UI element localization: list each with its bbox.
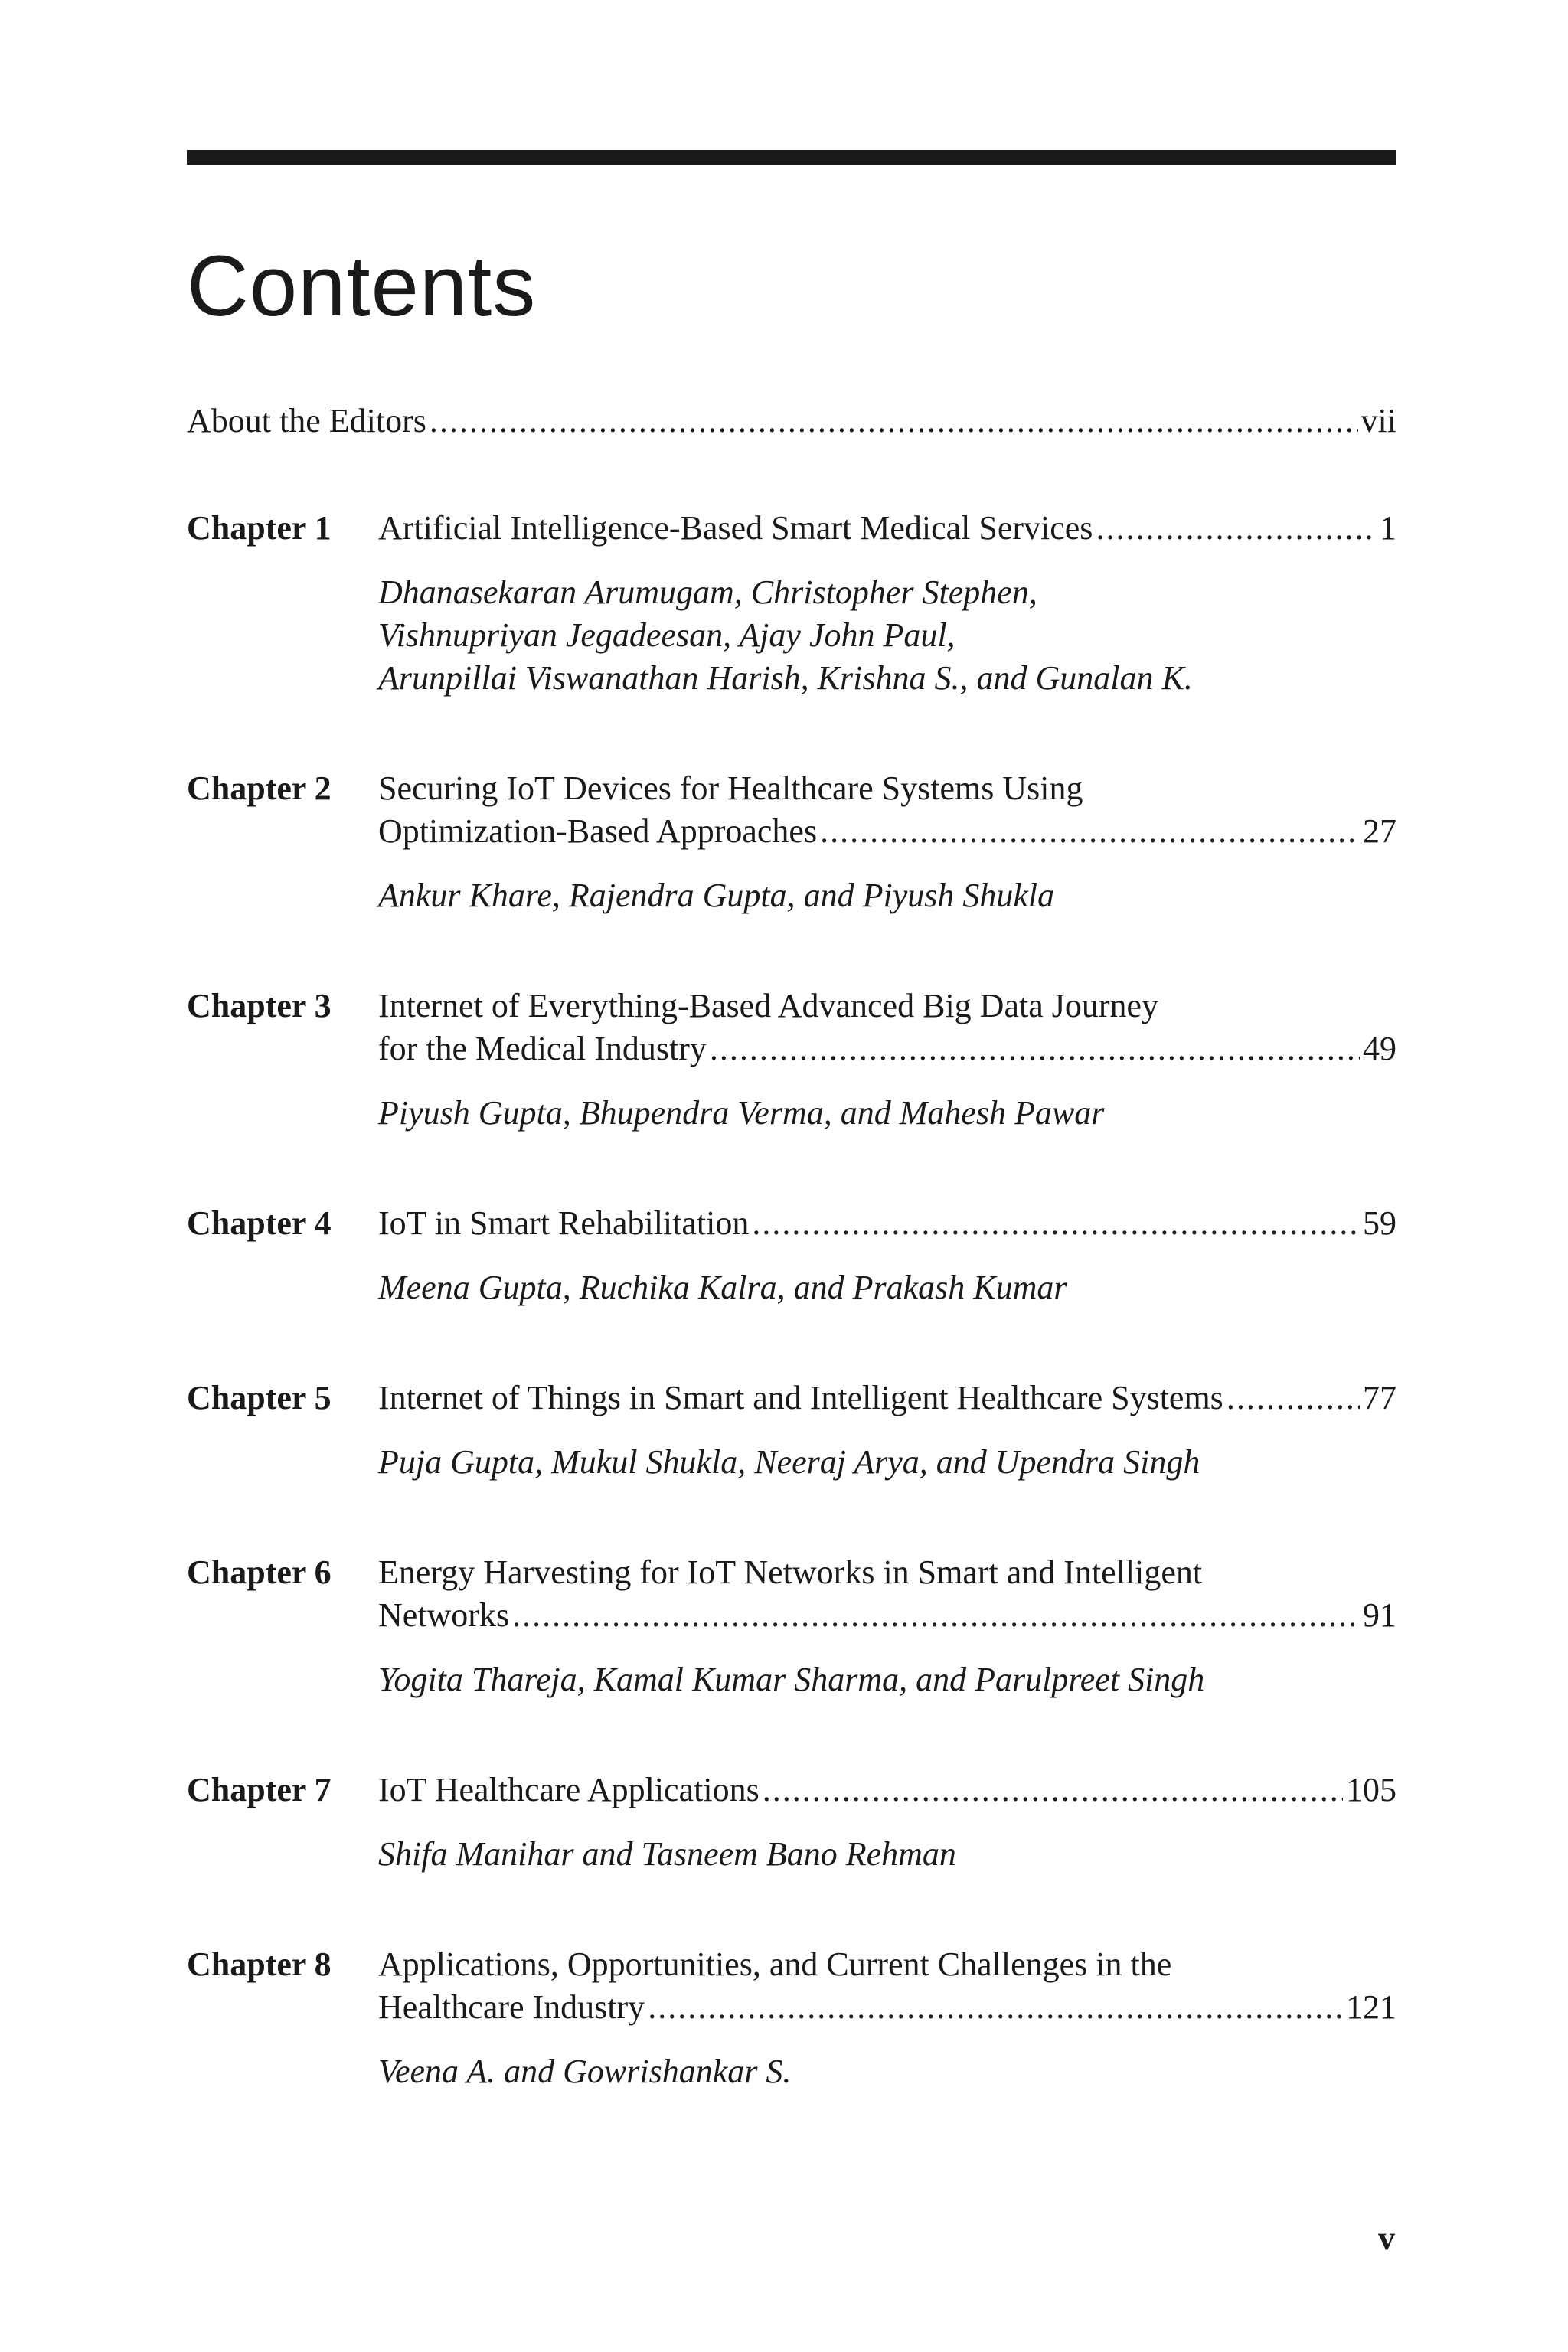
chapter-entry[interactable]	[187, 767, 1396, 917]
chapter-authors	[378, 874, 1396, 917]
page-number: v	[1378, 2220, 1395, 2257]
contents-page	[187, 150, 1396, 2093]
chapter-body	[378, 507, 1396, 700]
chapter-title-line[interactable]	[378, 507, 1396, 550]
author-line: Meena Gupta, Ruchika Kalra, and Prakash Kumar	[378, 1269, 1067, 1306]
chapter-label: Chapter 8	[187, 1945, 332, 1983]
dot-leader	[1227, 1377, 1360, 1419]
chapter-entry[interactable]	[187, 1943, 1396, 2093]
chapter-title-text: Artificial Intelligence-Based Smart Medical Services	[378, 509, 1093, 547]
chapter-page-number: 59	[1363, 1204, 1396, 1242]
chapter-title-text: IoT in Smart Rehabilitation	[378, 1204, 750, 1242]
chapter-entry[interactable]	[187, 985, 1396, 1135]
top-rule	[187, 150, 1396, 165]
chapter-label: Chapter 6	[187, 1553, 332, 1591]
chapter-label: Chapter 3	[187, 987, 332, 1024]
chapter-authors	[378, 2050, 1396, 2093]
chapter-entry[interactable]	[187, 1769, 1396, 1876]
chapter-list	[187, 507, 1396, 2093]
chapter-page-number: 49	[1363, 1030, 1396, 1067]
chapter-label: Chapter 5	[187, 1379, 332, 1416]
chapter-title-line[interactable]	[378, 1986, 1396, 2029]
chapter-title-line[interactable]	[378, 1027, 1396, 1070]
chapter-title-text: Networks	[378, 1596, 510, 1634]
chapter-body	[378, 1943, 1396, 2093]
dot-leader	[648, 1986, 1343, 2029]
chapter-page-number: 105	[1346, 1771, 1396, 1808]
chapter-title-text: Internet of Things in Smart and Intelligent Healthcare Systems	[378, 1379, 1223, 1416]
author-line: Puja Gupta, Mukul Shukla, Neeraj Arya, and Upendra Singh	[378, 1443, 1200, 1481]
toc-entry-page: vii	[1361, 402, 1396, 439]
author-line: Dhanasekaran Arumugam, Christopher Stephen,	[378, 573, 1037, 611]
chapter-body	[378, 1202, 1396, 1309]
chapter-authors	[378, 1092, 1396, 1135]
author-line: Shifa Manihar and Tasneem Bano Rehman	[378, 1835, 956, 1873]
chapter-label: Chapter 7	[187, 1771, 332, 1808]
chapter-body	[378, 1377, 1396, 1484]
chapter-entry[interactable]	[187, 1202, 1396, 1309]
chapter-title-text: Optimization-Based Approaches	[378, 812, 818, 850]
chapter-body	[378, 1769, 1396, 1876]
chapter-title-line[interactable]	[378, 1377, 1396, 1419]
dot-leader	[430, 400, 1358, 443]
chapter-body	[378, 1551, 1396, 1701]
chapter-title-line: Internet of Everything-Based Advanced Big Data Journey	[378, 987, 1159, 1024]
chapter-body	[378, 767, 1396, 917]
chapter-entry[interactable]	[187, 507, 1396, 700]
dot-leader	[763, 1769, 1343, 1811]
author-line: Ankur Khare, Rajendra Gupta, and Piyush Shukla	[378, 877, 1055, 914]
chapter-title-line: Applications, Opportunities, and Current Challenges in the	[378, 1945, 1172, 1983]
chapter-authors	[378, 1658, 1396, 1701]
chapter-title-text: Healthcare Industry	[378, 1988, 645, 2026]
chapter-authors	[378, 1266, 1396, 1309]
chapter-page-number: 77	[1363, 1379, 1396, 1416]
chapter-entry[interactable]	[187, 1377, 1396, 1484]
chapter-page-number: 27	[1363, 812, 1396, 850]
chapter-entry[interactable]	[187, 1551, 1396, 1701]
chapter-title-line: Energy Harvesting for IoT Networks in Smart and Intelligent	[378, 1553, 1203, 1591]
chapter-page-number: 121	[1346, 1988, 1396, 2026]
chapter-page-number: 91	[1363, 1596, 1396, 1634]
author-line: Vishnupriyan Jegadeesan, Ajay John Paul,	[378, 616, 956, 654]
chapter-authors	[378, 571, 1396, 700]
chapter-title-line[interactable]	[378, 1594, 1396, 1637]
chapter-page-number: 1	[1380, 509, 1396, 547]
dot-leader	[820, 810, 1360, 853]
chapter-body	[378, 985, 1396, 1135]
dot-leader	[710, 1027, 1360, 1070]
dot-leader	[1096, 507, 1377, 550]
chapter-title-line[interactable]	[378, 810, 1396, 853]
page-title: Contents	[187, 238, 537, 334]
chapter-label: Chapter 2	[187, 769, 332, 807]
author-line: Arunpillai Viswanathan Harish, Krishna S., and Gunalan K.	[378, 659, 1193, 697]
chapter-authors	[378, 1441, 1396, 1484]
chapter-title-line: Securing IoT Devices for Healthcare Systems Using	[378, 769, 1083, 807]
chapter-title-line[interactable]	[378, 1769, 1396, 1811]
toc-entry-title: About the Editors	[187, 402, 426, 439]
author-line: Piyush Gupta, Bhupendra Verma, and Mahesh Pawar	[378, 1094, 1105, 1132]
dot-leader	[752, 1202, 1360, 1245]
chapter-label: Chapter 4	[187, 1204, 332, 1242]
chapter-label: Chapter 1	[187, 509, 332, 547]
author-line: Veena A. and Gowrishankar S.	[378, 2053, 792, 2090]
author-line: Yogita Thareja, Kamal Kumar Sharma, and Parulpreet Singh	[378, 1661, 1205, 1698]
chapter-title-line[interactable]	[378, 1202, 1396, 1245]
chapter-title-text: IoT Healthcare Applications	[378, 1771, 760, 1808]
dot-leader	[512, 1594, 1360, 1637]
chapter-title-text: for the Medical Industry	[378, 1030, 707, 1067]
chapter-authors	[378, 1833, 1396, 1876]
toc-entry-about-the-editors[interactable]	[187, 400, 1396, 443]
